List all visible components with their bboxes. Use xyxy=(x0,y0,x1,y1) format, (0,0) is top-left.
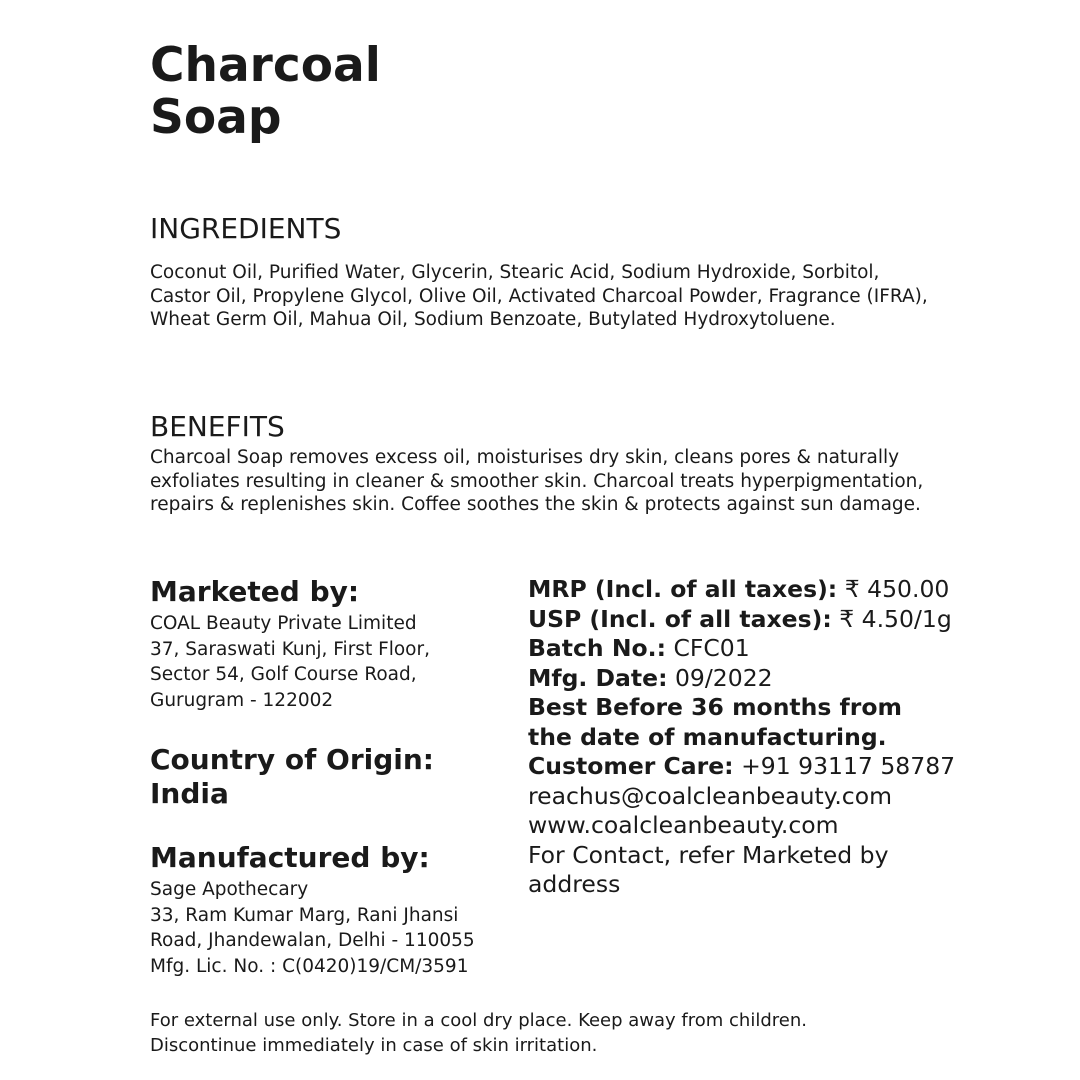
company-info xyxy=(150,575,510,979)
usp-label: USP (Incl. of all taxes): xyxy=(528,604,832,633)
page-title xyxy=(150,40,381,144)
benefits-line: exfoliates resulting in cleaner & smoother skin. Charcoal treats hyperpigmentation, xyxy=(150,470,924,492)
address-line: 37, Saraswati Kunj, First Floor, xyxy=(150,638,430,660)
ingredients-line: Coconut Oil, Purified Water, Glycerin, Stearic Acid, Sodium Hydroxide, Sorbitol, xyxy=(150,262,880,283)
ingredients-text xyxy=(150,261,950,332)
benefits-text xyxy=(150,446,950,517)
address-line: COAL Beauty Private Limited xyxy=(150,613,417,634)
mrp-row xyxy=(528,575,948,605)
footer-line-1: For external use only. Store in a cool dry place. Keep away from children. xyxy=(150,1010,807,1031)
product-details xyxy=(528,575,956,900)
ingredients-heading: INGREDIENTS xyxy=(150,212,342,245)
address-line: Sage Apothecary xyxy=(150,879,309,900)
batch-label: Batch No.: xyxy=(528,634,666,662)
best-before-line-2: the date of manufacturing. xyxy=(528,722,887,751)
manufactured-by-heading: Manufactured by: xyxy=(150,841,430,874)
benefits-line: Charcoal Soap removes excess oil, moisturises dry skin, cleans pores & naturally xyxy=(150,447,900,468)
contact-note-line-2: address xyxy=(528,870,621,898)
mfg-date-value: 09/2022 xyxy=(674,663,773,692)
benefits-line: repairs & replenishes skin. Coffee soothes the skin & protects against sun damage. xyxy=(150,494,921,515)
benefits-heading: BENEFITS xyxy=(150,410,285,443)
ingredients-line: Wheat Germ Oil, Mahua Oil, Sodium Benzoate, Butylated Hydroxytoluene. xyxy=(150,309,836,330)
customer-care-label: Customer Care: xyxy=(528,752,734,780)
mfg-date-row xyxy=(528,664,948,694)
mrp-label: MRP (Incl. of all taxes): xyxy=(528,575,838,603)
website-link[interactable]: www.coalcleanbeauty.com xyxy=(528,811,839,839)
footer-line-2: Discontinue immediately in case of skin irritation. xyxy=(150,1035,598,1056)
address-line: Sector 54, Golf Course Road, xyxy=(150,664,417,685)
title-line-2: Soap xyxy=(150,90,282,145)
batch-value: CFC01 xyxy=(673,634,750,662)
customer-care-row xyxy=(528,752,956,782)
license-number: Mfg. Lic. No. : C(0420)19/CM/3591 xyxy=(150,955,469,977)
address-line: Gurugram - 122002 xyxy=(150,689,334,711)
usp-value: ₹ 4.50/1g xyxy=(839,604,952,633)
customer-care-phone: +91 93117 58787 xyxy=(741,752,956,780)
email-link[interactable]: reachus@coalcleanbeauty.com xyxy=(528,781,892,810)
marketed-by-heading: Marketed by: xyxy=(150,575,360,608)
contact-note-line-1: For Contact, refer Marketed by xyxy=(528,840,889,869)
usp-row xyxy=(528,604,952,635)
best-before-line-1: Best Before 36 months from xyxy=(528,693,903,721)
title-line-1: Charcoal xyxy=(150,38,381,93)
manufactured-by-address xyxy=(150,877,510,979)
ingredients-line: Castor Oil, Propylene Glycol, Olive Oil, Activated Charcoal Powder, Fragrance (IFRA), xyxy=(150,285,928,307)
marketed-by-address xyxy=(150,611,510,713)
country-of-origin: Country of Origin: India xyxy=(150,743,434,810)
warning-footer xyxy=(150,1008,950,1058)
mfg-date-label: Mfg. Date: xyxy=(528,663,668,692)
batch-row xyxy=(528,634,948,664)
address-line: Road, Jhandewalan, Delhi - 110055 xyxy=(150,930,475,951)
mrp-value: ₹ 450.00 xyxy=(844,575,950,603)
address-line: 33, Ram Kumar Marg, Rani Jhansi xyxy=(150,904,459,926)
